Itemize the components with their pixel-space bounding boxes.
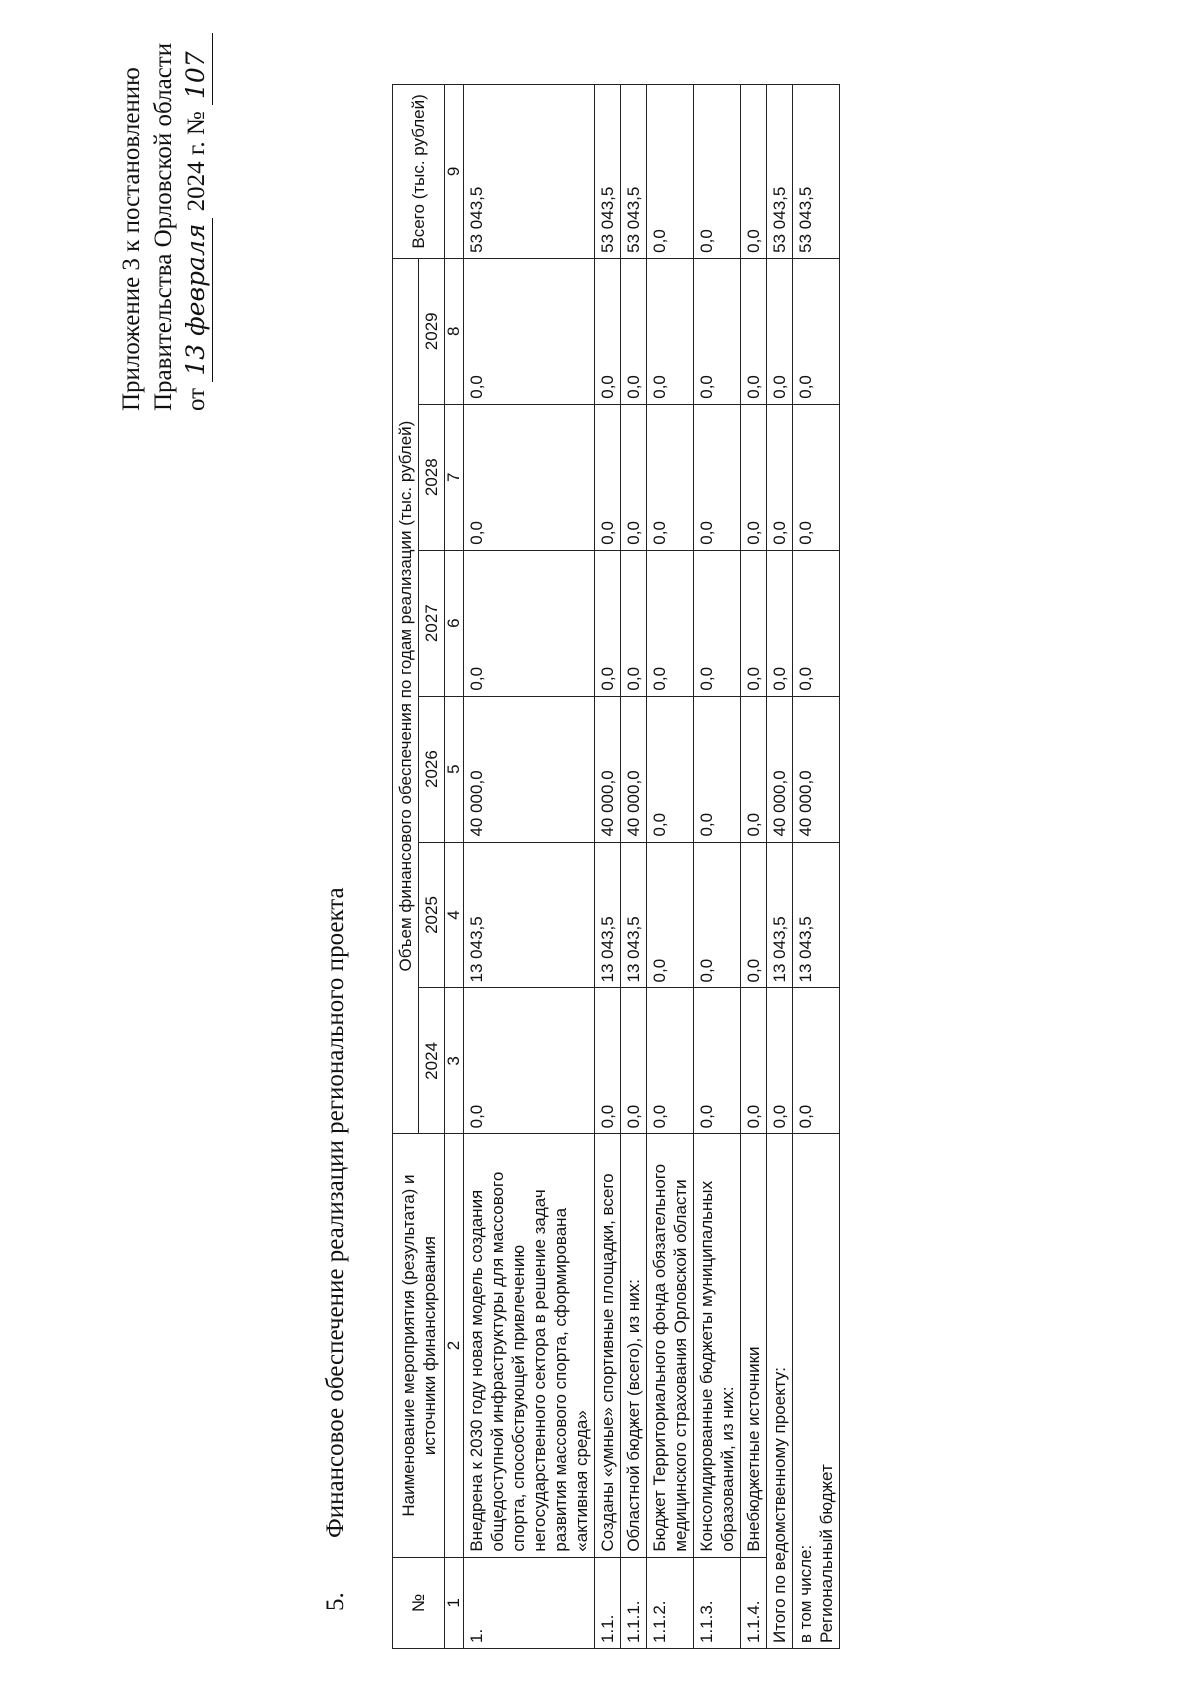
total-value: 0,0 (767, 550, 793, 696)
date-prefix: от (183, 387, 210, 411)
row-value: 0,0 (464, 988, 595, 1134)
row-value: 0,0 (464, 550, 595, 696)
row-value: 13 043,5 (595, 842, 621, 988)
row-value: 53 043,5 (464, 85, 595, 259)
row-value: 0,0 (621, 404, 647, 550)
col-total-header: Всего (тыс. рублей) (393, 85, 445, 259)
row-value: 0,0 (595, 404, 621, 550)
col-group-header: Объем финансового обеспечения по годам реализации (тыс. рублей) (393, 258, 419, 1134)
row-value: 0,0 (694, 404, 741, 550)
col-name-header: Наименование мероприятия (результата) и источники финансирования (393, 1134, 445, 1557)
total-row (767, 85, 793, 1649)
year-header: 2026 (419, 696, 445, 842)
index-cell: 8 (445, 258, 464, 404)
row-value: 0,0 (694, 842, 741, 988)
date-handwritten (180, 218, 213, 382)
date-month: февраля (181, 223, 210, 336)
index-cell: 3 (445, 988, 464, 1134)
total-value: 40 000,0 (767, 696, 793, 842)
row-value: 0,0 (647, 696, 694, 842)
total-label: Итого по ведомственному проекту: (767, 1134, 793, 1649)
row-value: 0,0 (741, 842, 767, 988)
row-value: 0,0 (694, 988, 741, 1134)
table-row (647, 85, 694, 1649)
index-row (445, 85, 464, 1649)
row-value: 0,0 (741, 696, 767, 842)
row-value: 0,0 (741, 988, 767, 1134)
table-row (621, 85, 647, 1649)
row-value: 13 043,5 (621, 842, 647, 988)
regional-label (793, 1134, 840, 1649)
row-value: 0,0 (741, 550, 767, 696)
row-value: 0,0 (694, 258, 741, 404)
year-header: 2029 (419, 258, 445, 404)
row-value: 53 043,5 (595, 85, 621, 259)
date-day: 13 (181, 343, 210, 376)
regional-value: 40 000,0 (793, 696, 840, 842)
regional-value: 0,0 (793, 988, 840, 1134)
row-value: 0,0 (694, 696, 741, 842)
date-line (180, 33, 213, 411)
total-value: 13 043,5 (767, 842, 793, 988)
row-value: 0,0 (621, 258, 647, 404)
row-value: 0,0 (741, 404, 767, 550)
section-heading (322, 887, 350, 1611)
total-value: 53 043,5 (767, 85, 793, 259)
index-cell: 1 (445, 1557, 464, 1648)
row-value: 0,0 (741, 85, 767, 259)
year-header: 2028 (419, 404, 445, 550)
document-number: 107 (180, 33, 213, 105)
regional-value: 13 043,5 (793, 842, 840, 988)
year-header: 2027 (419, 550, 445, 696)
row-value: 0,0 (621, 550, 647, 696)
row-number: 1.1. (595, 1557, 621, 1648)
row-value: 40 000,0 (621, 696, 647, 842)
row-name: Внебюджетные источники (741, 1134, 767, 1557)
row-value: 0,0 (595, 550, 621, 696)
year-header: 2025 (419, 842, 445, 988)
year-header: 2024 (419, 988, 445, 1134)
row-name: Консолидированные бюджеты муниципальных образований, из них: (694, 1134, 741, 1557)
total-value: 0,0 (767, 258, 793, 404)
row-name: Областной бюджет (всего), из них: (621, 1134, 647, 1557)
regional-value: 0,0 (793, 258, 840, 404)
row-value: 0,0 (621, 988, 647, 1134)
row-value: 0,0 (464, 258, 595, 404)
row-name: Бюджет Территориального фонда обязательного медицинского страхования Орловской области (647, 1134, 694, 1557)
date-year: 2024 г. № (183, 111, 210, 212)
government-line: Правительства Орловской области (150, 42, 177, 411)
row-number: 1.1.3. (694, 1557, 741, 1648)
index-cell: 2 (445, 1134, 464, 1557)
section-title: Финансовое обеспечение реализации регионального проекта (322, 887, 349, 1538)
table-row (464, 85, 595, 1649)
total-value: 0,0 (767, 404, 793, 550)
row-value: 0,0 (741, 258, 767, 404)
regional-label-line2: Региональный бюджет (817, 1464, 836, 1643)
appendix-line: Приложение 3 к постановлению (118, 67, 145, 411)
row-number: 1.1.2. (647, 1557, 694, 1648)
index-cell: 6 (445, 550, 464, 696)
row-value: 0,0 (595, 258, 621, 404)
row-number: 1. (464, 1557, 595, 1648)
regional-value: 0,0 (793, 550, 840, 696)
row-value: 40 000,0 (464, 696, 595, 842)
table-row (694, 85, 741, 1649)
row-value: 0,0 (595, 988, 621, 1134)
appendix-stamp (116, 33, 213, 411)
regional-row (793, 85, 840, 1649)
row-value: 0,0 (647, 550, 694, 696)
col-num-header: № (393, 1557, 445, 1648)
row-name: Созданы «умные» спортивные площадки, всего (595, 1134, 621, 1557)
table-body (464, 85, 767, 1649)
total-value: 0,0 (767, 988, 793, 1134)
row-number: 1.1.1. (621, 1557, 647, 1648)
table-footer (767, 85, 840, 1649)
index-cell: 7 (445, 404, 464, 550)
table-row (741, 85, 767, 1649)
row-value: 13 043,5 (464, 842, 595, 988)
row-value: 0,0 (694, 550, 741, 696)
row-value: 0,0 (647, 258, 694, 404)
row-value: 40 000,0 (595, 696, 621, 842)
row-number: 1.1.4. (741, 1557, 767, 1648)
index-cell: 4 (445, 842, 464, 988)
financing-table (392, 84, 840, 1649)
regional-label-line1: в том числе: (796, 1544, 815, 1643)
header-row-1 (393, 85, 419, 1649)
row-value: 53 043,5 (621, 85, 647, 259)
index-cell: 9 (445, 85, 464, 259)
row-value: 0,0 (647, 988, 694, 1134)
row-value: 0,0 (694, 85, 741, 259)
index-cell: 5 (445, 696, 464, 842)
row-value: 0,0 (647, 404, 694, 550)
row-name: Внедрена к 2030 году новая модель создания общедоступной инфраструктуры для массового спорта, способствующей привлечению негосударственного сектора в решение задач развития массового спорта, сформирована «активная среда» (464, 1134, 595, 1557)
row-value: 0,0 (464, 404, 595, 550)
row-value: 0,0 (647, 842, 694, 988)
regional-value: 0,0 (793, 404, 840, 550)
table-row (595, 85, 621, 1649)
regional-value: 53 043,5 (793, 85, 840, 259)
row-value: 0,0 (647, 85, 694, 259)
section-number: 5. (322, 1592, 349, 1611)
